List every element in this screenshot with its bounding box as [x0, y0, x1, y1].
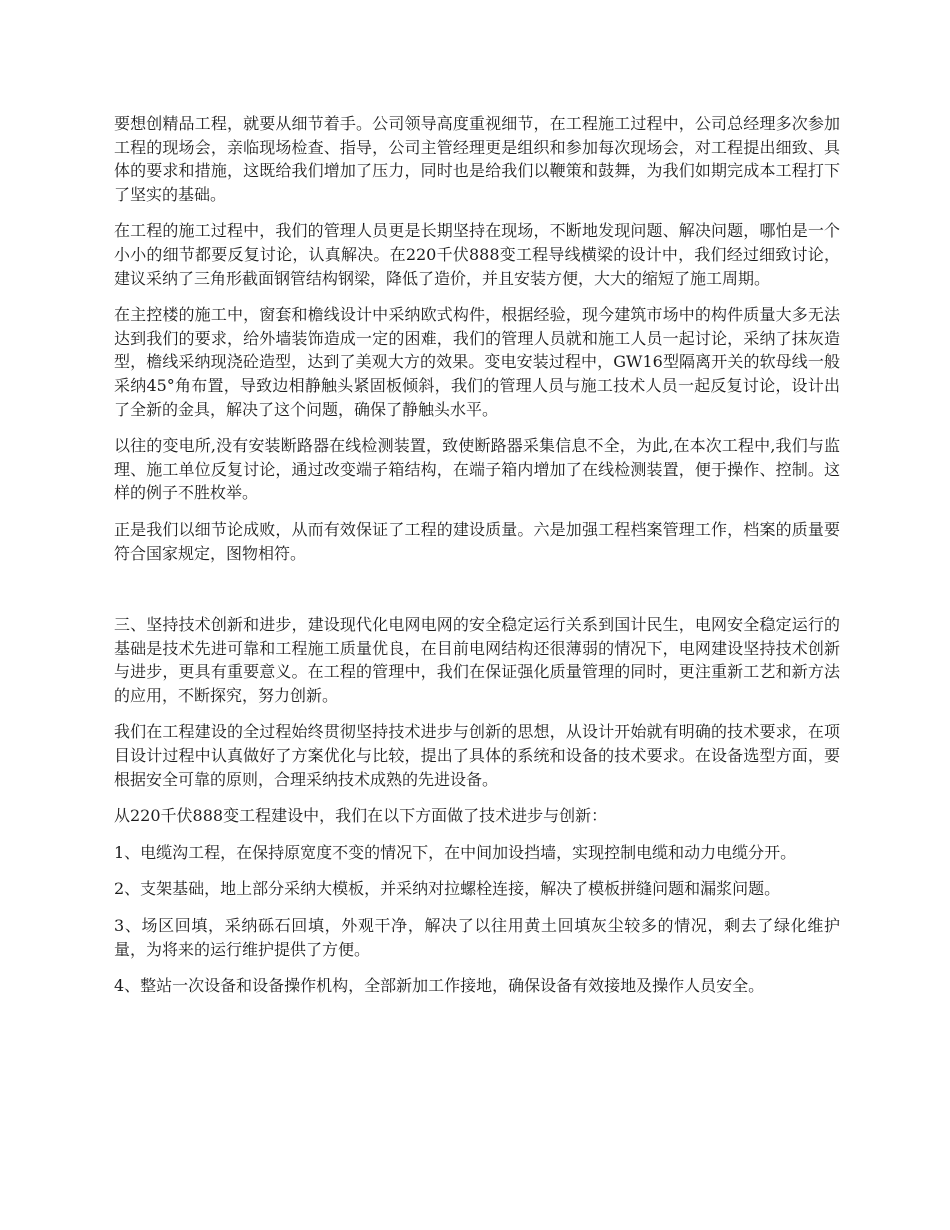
list-item-site-backfill: 3、场区回填，采纳砾石回填，外观干净，解决了以往用黄土回填灰尘较多的情况，剩去了绿化维护量，为将来的运行维护提供了方便。 — [114, 916, 840, 959]
paragraph-quality-archive: 正是我们以细节论成败，从而有效保证了工程的建设质量。六是加强工程档案管理工作，档案的质量要符合国家规定，图物相符。 — [114, 519, 840, 563]
list-item-support-foundation: 2、支架基础，地上部分采纳大模板，并采纳对拉螺栓连接，解决了模板拼缝问题和漏浆问题。 — [114, 879, 781, 899]
paragraph-section-three-heading: 三、坚持技术创新和进步，建设现代化电网电网的安全稳定运行关系到国计民生，电网安全稳定运行的基础是技术先进可靠和工程施工质量优良，在目前电网结构还很薄弱的情况下，电网建设坚持技术创新与进步，更具有重要意义。在工程的管理中，我们在保证强化质量管理的同时，更注重新工艺和新方法的应用，不断探究，努力创新。 — [114, 615, 840, 705]
paragraph-control-building: 在主控楼的施工中，窗套和檐线设计中采纳欧式构件，根据经验，现今建筑市场中的构件质量大多无法达到我们的要求，给外墙装饰造成一定的困难，我们的管理人员就和施工人员一起讨论，采纳了抹灰造型，檐线采纳现浇砼造型，达到了美观大方的效果。变电安装过程中，GW16型隔离开关的软母线一般采纳45°角布置，导致边相静触头紧固板倾斜，我们的管理人员与施工技术人员一起反复讨论，设计出了全新的金具，解决了这个问题，确保了静触头水平。 — [114, 305, 840, 419]
paragraph-detail-focus: 要想创精品工程，就要从细节着手。公司领导高度重视细节，在工程施工过程中，公司总经理多次参加工程的现场会，亲临现场检查、指导，公司主管经理更是组织和参加每次现场会，对工程提出细致、具体的要求和措施，这既给我们增加了压力，同时也是给我们以鞭策和鼓舞，为我们如期完成本工程打下了坚实的基础。 — [114, 114, 840, 204]
paragraph-site-management: 在工程的施工过程中，我们的管理人员更是长期坚持在现场，不断地发现问题、解决问题，哪怕是一个小小的细节都要反复讨论，认真解决。在220千伏888变工程导线横梁的设计中，我们经过细致讨论，建议采纳了三角形截面钢管结构钢梁，降低了造价，并且安装方便，大大的缩短了施工周期。 — [114, 221, 840, 288]
list-item-cable-trench: 1、电缆沟工程，在保持原宽度不变的情况下，在中间加设挡墙，实现控制电缆和动力电缆分开。 — [114, 842, 797, 862]
paragraph-innovation-intro: 从220千伏888变工程建设中，我们在以下方面做了技术进步与创新： — [114, 806, 608, 826]
section-spacer — [114, 578, 840, 613]
list-item-equipment-grounding: 4、整站一次设备和设备操作机构，全部新加工作接地，确保设备有效接地及操作人员安全。 — [114, 976, 765, 996]
document-page — [114, 112, 840, 1011]
paragraph-technical-progress: 我们在工程建设的全过程始终贯彻坚持技术进步与创新的思想，从设计开始就有明确的技术要求，在项目设计过程中认真做好了方案优化与比较，提出了具体的系统和设备的技术要求。在设备选型方面，要根据安全可靠的原则，合理采纳技术成熟的先进设备。 — [114, 722, 840, 789]
paragraph-online-monitoring: 以往的变电所,没有安装断路器在线检测装置，致使断路器采集信息不全，为此,在本次工程中,我们与监理、施工单位反复讨论，通过改变端子箱结构，在端子箱内增加了在线检测装置，便于操作、控制。这样的例子不胜枚举。 — [114, 436, 840, 503]
